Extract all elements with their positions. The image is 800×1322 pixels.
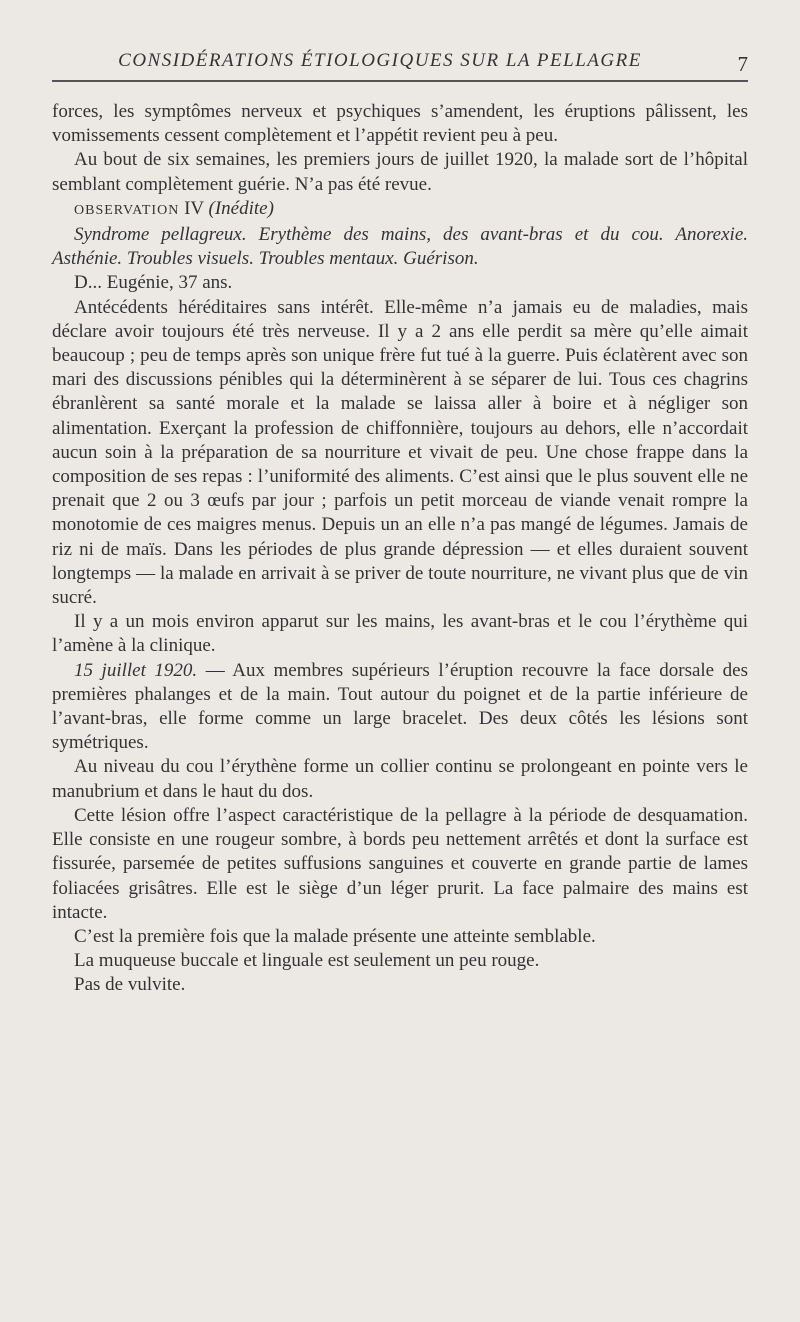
dated-paragraph bbox=[52, 659, 748, 756]
entry-text: — Aux membres supérieurs l’éruption recouvre la face dorsale des premières phalanges et de la main. Tout autour du poignet et de la partie inférieure de l’avant-bras, elle forme comme un large bracelet. Des deux côtés les lésions sont symétriques. bbox=[52, 659, 748, 754]
observation-number: IV bbox=[184, 197, 204, 219]
running-title: CONSIDÉRATIONS ÉTIOLOGIQUES SUR LA PELLAGRE bbox=[118, 50, 642, 71]
paragraph: Au bout de six semaines, les premiers jours de juillet 1920, la malade sort de l’hôpital semblant complètement guérie. N’a pas été revue. bbox=[52, 149, 748, 195]
observation-subtitle: Syndrome pellagreux. Erythème des mains, des avant-bras et du cou. Anorexie. Asthénie. Troubles visuels. Troubles mentaux. Guérison. bbox=[52, 224, 748, 270]
observation-note: (Inédite) bbox=[208, 197, 274, 219]
observation-heading bbox=[52, 197, 748, 223]
running-header bbox=[52, 46, 748, 82]
observation-label: OBSERVATION bbox=[74, 202, 180, 218]
entry-date: 15 juillet 1920. bbox=[74, 659, 198, 681]
patient-line: D... Eugénie, 37 ans. bbox=[74, 272, 233, 294]
paragraph: Il y a un mois environ apparut sur les mains, les avant-bras et le cou l’érythème qui l’amène à la clinique. bbox=[52, 611, 748, 657]
paragraph: Cette lésion offre l’aspect caractéristique de la pellagre à la période de desquamation. Elle consiste en une rougeur sombre, à bords peu nettement arrêtés et dont la surface est fissurée, parsemée de petites suffusions sanguines et couverte en grande partie de lames foliacées grisâtres. Elle est le siège d’un léger prurit. La face palmaire des mains est intacte. bbox=[52, 804, 748, 923]
paragraph-continued: forces, les symptômes nerveux et psychiques s’amendent, les éruptions pâlissent, les vomissements cessent complètement et l’appétit revient peu à peu. bbox=[52, 101, 748, 147]
paragraph: La muqueuse buccale et linguale est seulement un peu rouge. bbox=[74, 950, 540, 972]
paragraph: Pas de vulvite. bbox=[74, 974, 186, 996]
paragraph: Antécédents héréditaires sans intérêt. Elle-même n’a jamais eu de maladies, mais déclare avoir toujours été très nerveuse. Il y a 2 ans elle perdit sa mère qu’elle aimait beaucoup ; peu de temps après son unique frère fut tué à la guerre. Puis éclatèrent avec son mari des discussions pénibles qui la déterminèrent à se séparer de lui. Tous ces chagrins ébranlèrent sa santé morale et la malade se laissa aller à boire et à négliger son alimentation. Exerçant la profession de chiffonnière, toujours au dehors, elle n’accordait aucun soin à la préparation de sa nourriture et vivait de peu. Une chose frappe dans la composition de ses repas : l’uniformité des aliments. C’est ainsi que le plus souvent elle ne prenait que 2 ou 3 œufs par jour ; parfois un petit morceau de viande venait rompre la monotomie de ces maigres menus. Depuis un an elle n’a pas mangé de légumes. Jamais de riz ni de maïs. Dans les périodes de plus grande dépression — et elles duraient souvent longtemps — la malade en arrivait à se priver de toute nourriture, ne vivant plus que de vin sucré. bbox=[52, 296, 748, 609]
page-number: 7 bbox=[737, 52, 748, 76]
paragraph: Au niveau du cou l’érythène forme un collier continu se prolongeant en pointe vers le manubrium et dans le haut du dos. bbox=[52, 756, 748, 802]
paragraph: C’est la première fois que la malade présente une atteinte semblable. bbox=[74, 925, 596, 947]
page-body bbox=[52, 100, 748, 998]
